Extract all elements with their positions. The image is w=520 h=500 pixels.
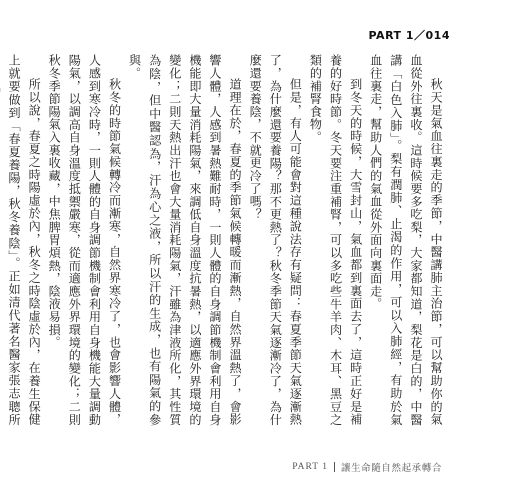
paragraph: 所以說，春夏之時陽虛於內，秋冬之時陰虛於內，在養生保健上就要做到「春夏養陽，秋冬養陰」。正如清代著名醫家張志聰所: [7, 54, 42, 426]
footer-part-label: PART 1: [292, 462, 328, 472]
page-footer: [292, 460, 442, 474]
part-page-label: PART 1／014: [368, 29, 450, 42]
footer-divider: [334, 462, 335, 472]
footer-chapter-title: 讓生命隨自然起承轉合: [340, 463, 442, 474]
page-header: [369, 27, 451, 43]
paragraph: 秋冬的時節氣候轉冷而漸寒，自然界寒冷了，也會影響人體，人感到寒冷時，一則人體的自身調節機制會利用自身機能大量調動陽氣，以調高自身溫度抵禦嚴寒，從而適應外界環境的變化；二則秋冬季節陽氣入裏收藏，中焦脾胃煩熱，陰液易損。: [47, 54, 122, 426]
body-text: [0, 54, 446, 426]
paragraph: 秋天是氣血往裏走的季節，中醫講肺主治節，可以幫助你的氣血從外往裏收。這時候要多吃梨，大家都知道，梨花是白的，中醫講「白色入肺」。梨有潤肺、止渴的作用，可以入肺經，有助於氣血往裏走，幫助人們的氣血從外面向裏面走。: [368, 54, 443, 426]
paragraph: 但是，有人可能會對這種說法存有疑問：春夏季節天氣逐漸熱了，為什麼還要養陽？那不更熱了？秋冬季節天氣逐漸冷了，為什麼還要養陰，不就更冷了嗎？: [248, 54, 303, 426]
paragraph: 道理在於，春夏的季節氣候轉暖而漸熱，自然界溫熱了，會影響人體，人感到暑熱難耐時，一則人體的自身調節機制會利用自身機能即大量消耗陽氣，來調低自身溫度抗暑熱，以適應外界環境的變化；二則天熱出汗也會大量消耗陽氣，汗雖為津液所化，其性質為陰，但中醫認為，汗為心之液，所以汗的生成，也有陽氣的參與。: [127, 54, 243, 426]
paragraph: 到冬天的時候，大雪封山，氣血都到裏面去了，這時正好是補養的好時節。冬天要注重補腎，可以多吃些牛羊肉、木耳、黑豆之類的補腎食物。: [308, 54, 363, 426]
